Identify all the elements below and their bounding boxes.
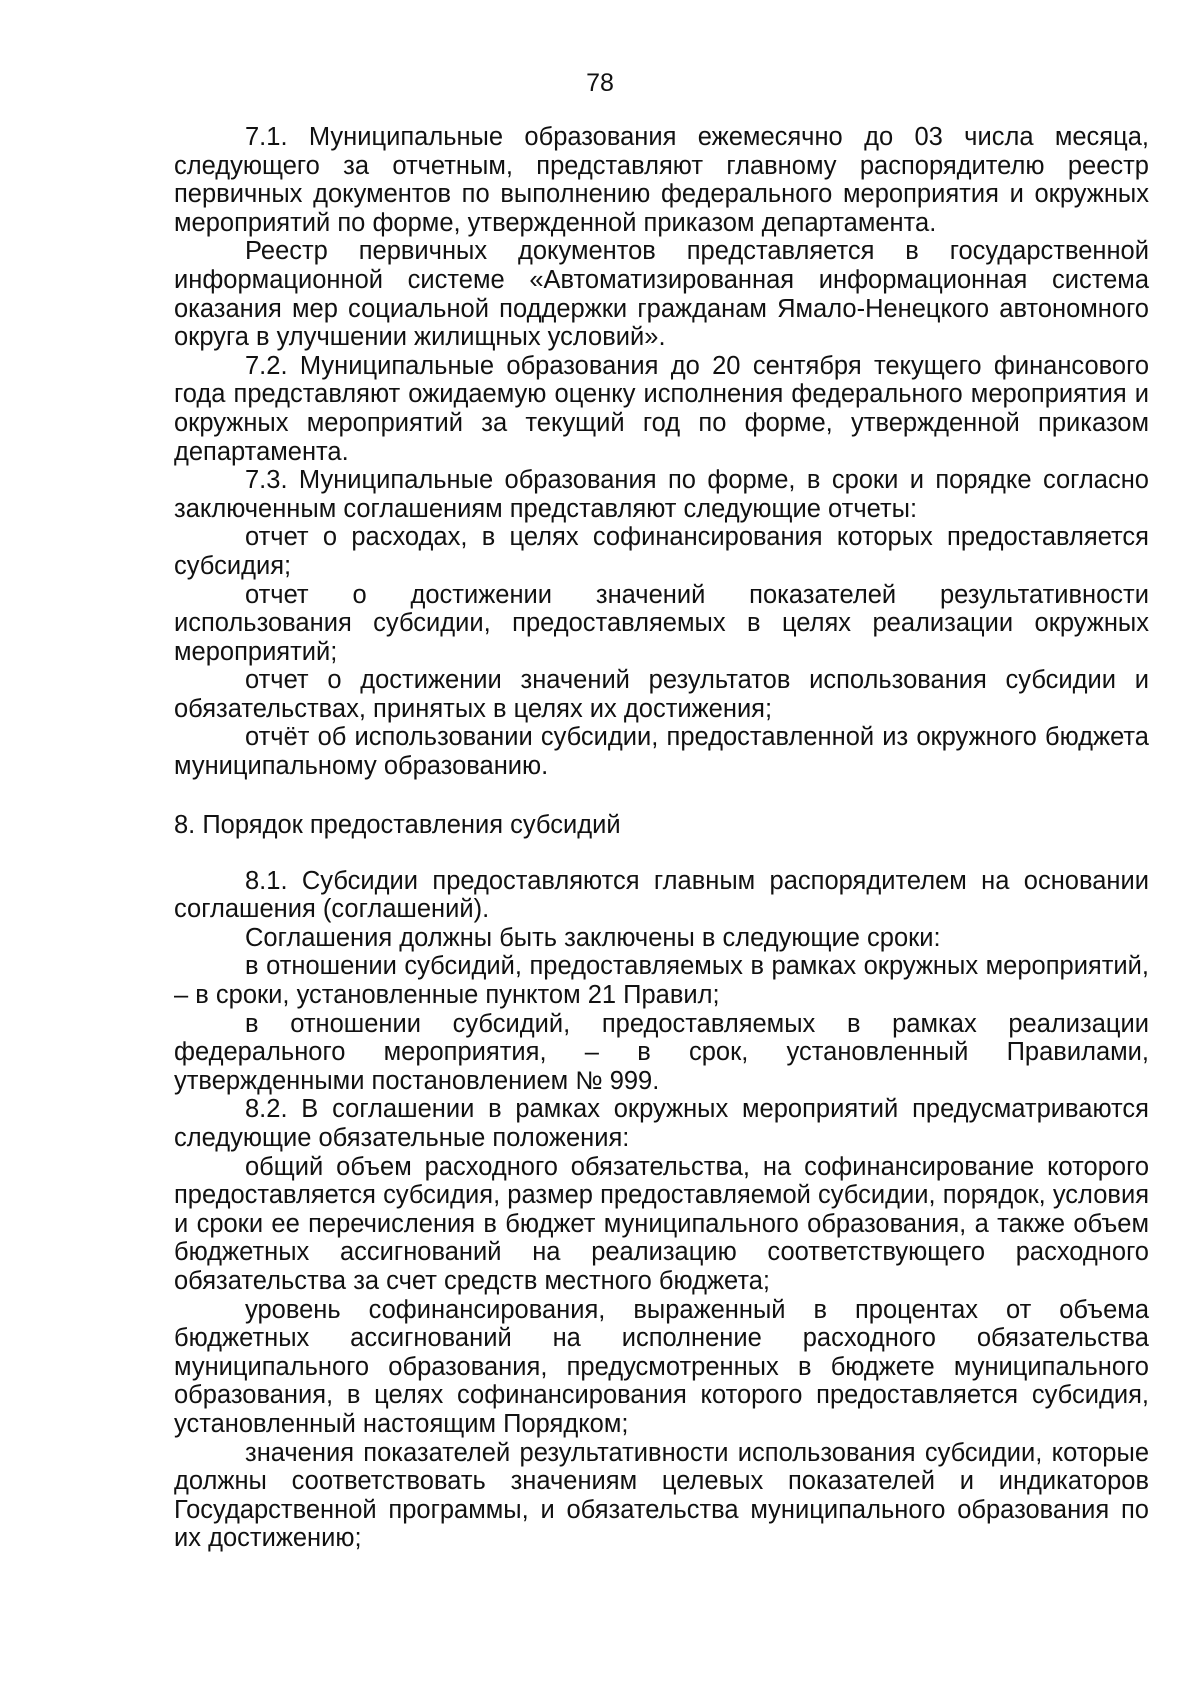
provision-item-indicators: значения показателей результативности использования субсидии, которые должны соответствовать значениям целевых показателей и индикаторов Государственной программы, и обязательства муниципального образования по их достижению; xyxy=(174,1438,1149,1553)
term-item-federal: в отношении субсидий, предоставляемых в рамках реализации федерального мероприятия, – в срок, установленный Правилами, утвержденными постановлением № 999. xyxy=(174,1009,1149,1095)
paragraph-8-1: 8.1. Субсидии предоставляются главным распорядителем на основании соглашения (соглашений). xyxy=(174,866,1149,924)
paragraph-7-3: 7.3. Муниципальные образования по форме, в сроки и порядке согласно заключенным соглашениям представляют следующие отчеты: xyxy=(174,466,1149,523)
provision-item-volume: общий объем расходного обязательства, на софинансирование которого предоставляется субсидия, размер предоставляемой субсидии, порядок, условия и сроки ее перечисления в бюджет муниципального образования, а также объем бюджетных ассигнований на реализацию соответствующего расходного обязательства за счет средств местного бюджета; xyxy=(174,1152,1149,1295)
paragraph-7-1: 7.1. Муниципальные образования ежемесячно до 03 числа месяца, следующего за отчетным, представляют главному распорядителю реестр первичных документов по выполнению федерального мероприятия и окружных мероприятий по форме, утвержденной приказом департамента. xyxy=(174,123,1149,237)
report-item-expenses: отчет о расходах, в целях софинансирования которых предоставляется субсидия; xyxy=(174,523,1149,580)
page-number: 78 xyxy=(586,69,614,97)
section-8-heading: 8. Порядок предоставления субсидий xyxy=(174,810,621,839)
report-item-results: отчет о достижении значений результатов использования субсидии и обязательствах, принятых в целях их достижения; xyxy=(174,666,1149,723)
paragraph-agreement-terms: Соглашения должны быть заключены в следующие сроки: xyxy=(245,923,941,952)
report-item-usage: отчёт об использовании субсидии, предоставленной из окружного бюджета муниципальному образованию. xyxy=(174,723,1149,781)
paragraph-7-2: 7.2. Муниципальные образования до 20 сентября текущего финансового года представляют ожидаемую оценку исполнения федерального мероприятия и окружных мероприятий за текущий год по форме, утвержденной приказом департамента. xyxy=(174,351,1149,466)
provision-item-cofinancing: уровень софинансирования, выраженный в процентах от объема бюджетных ассигнований на исполнение расходного обязательства муниципального образования, предусмотренных в бюджете муниципального образования, в целях софинансирования которого предоставляется субсидия, установленный настоящим Порядком; xyxy=(174,1295,1149,1438)
document-body xyxy=(174,123,1149,1553)
report-item-indicators: отчет о достижении значений показателей результативности использования субсидии, предоставляемых в целях реализации окружных мероприятий; xyxy=(174,580,1149,666)
term-item-district: в отношении субсидий, предоставляемых в рамках окружных мероприятий, – в сроки, установленные пунктом 21 Правил; xyxy=(174,952,1149,1010)
paragraph-registry: Реестр первичных документов представляется в государственной информационной системе «Автоматизированная информационная система оказания мер социальной поддержки гражданам Ямало-Ненецкого автономного округа в улучшении жилищных условий». xyxy=(174,237,1149,352)
paragraph-8-2: 8.2. В соглашении в рамках окружных мероприятий предусматриваются следующие обязательные положения: xyxy=(174,1095,1149,1152)
